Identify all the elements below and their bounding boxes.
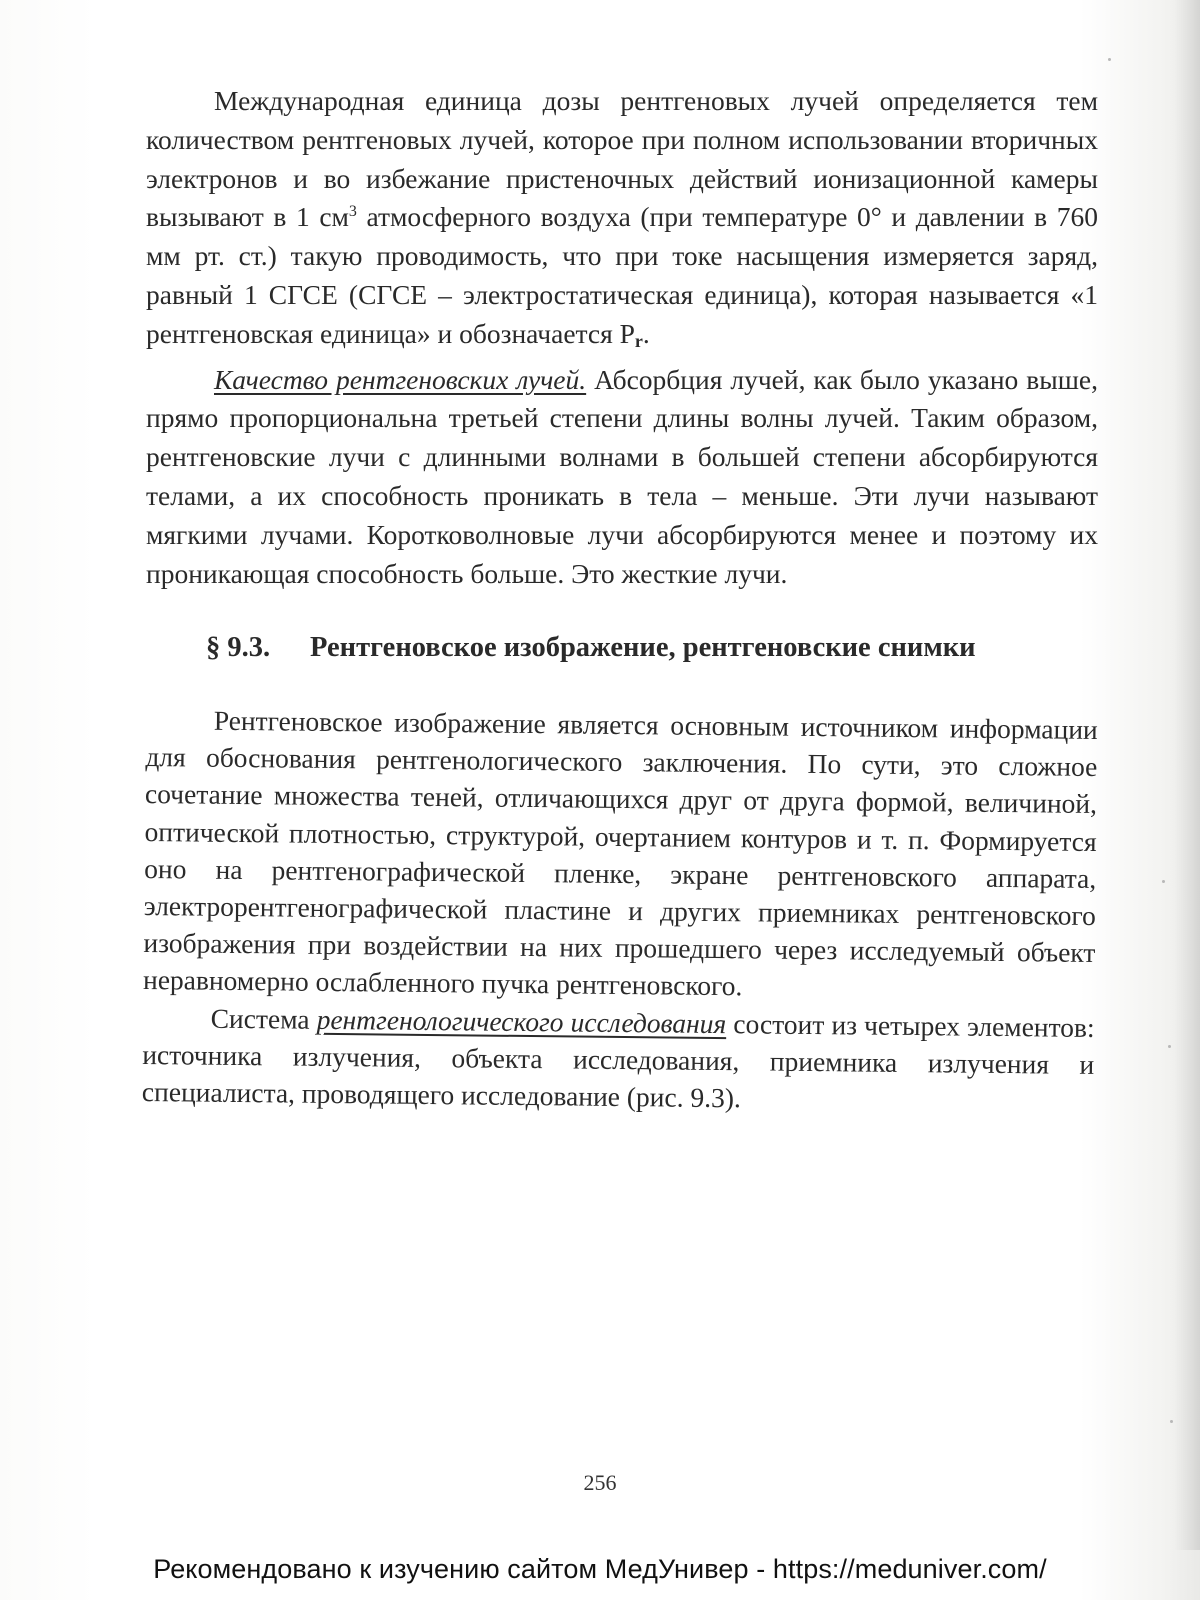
superscript-3: 3: [348, 203, 357, 221]
scan-speck: [1168, 1045, 1171, 1048]
term-ray-quality: Качество рентгеновских лучей.: [214, 363, 587, 395]
scan-speck: [1170, 1420, 1173, 1423]
paragraph-text: Международная единица дозы рентгеновых лучей определяется тем количеством рентгеновых лучей, которое при полном использовании вторичных электронов и во избежание пристеночных действий ионизационной камеры вызывают в 1 см: [146, 85, 1098, 233]
paragraph-text: состоит из четырех элементов: источника излучения, объекта исследования, приемника излучения и специалиста, проводящего исследование (рис. 9.3).: [141, 1008, 1095, 1114]
scan-speck: [1162, 880, 1165, 883]
page-shadow-edge: [1174, 0, 1200, 1550]
section-title: Рентгеновское изображение, рентгеновские снимки: [310, 632, 976, 664]
section-number: § 9.3.: [206, 632, 271, 664]
paragraph-text: Система: [210, 1002, 317, 1035]
paragraph-xray-image: [143, 701, 1098, 1009]
page-number: 256: [583, 1470, 617, 1495]
section-body: [142, 701, 1098, 1120]
term-radiology-study: рентгенологического исследования: [316, 1003, 727, 1040]
paragraph-dose-unit: [146, 82, 1098, 361]
section-heading: [146, 629, 1098, 667]
watermark-recommendation: Рекомендовано к изучению сайтом МедУнивер - https://meduniver.com/: [153, 1554, 1047, 1584]
paragraph-ray-quality: [146, 361, 1098, 594]
paragraph-text: Рентгеновское изображение является основным источником информации для обоснования рентгенологического заключения. По сути, это сложное сочетание множества теней, отличающихся друг от друга формой, величиной, оптической плотностью, структурой, очертанием контуров и т. п. Формируется оно на рентгенографической пленке, экране рентгеновского аппарата, электрорентгенографической пластине и других приемниках рентгеновского изображения при воздействии на них прошедшего через исследуемый объект неравномерно ослабленного пучка рентгеновского.: [142, 705, 1098, 1003]
paragraph-system: [142, 999, 1095, 1121]
unit-subscript: r: [634, 330, 643, 351]
paragraph-text: Абсорбция лучей, как было указано выше, прямо пропорциональна третьей степени длины волны лучей. Таким образом, рентгеновские лучи с длинными волнами в большей степени абсорбируются телами, а их способность проникать в тела – меньше. Эти лучи называют мягкими лучами. Коротковолновые лучи абсорбируются менее и поэтому их проникающая способность больше. Это жесткие лучи.: [146, 363, 1098, 589]
paragraph-text: .: [642, 317, 650, 349]
paragraph-text: атмосферного воздуха (при температуре 0° и давлении в 760 мм рт. ст.) такую проводимость, что при токе насыщения измеряется заряд, равный 1 СГСЕ (СГСЕ – электростатическая единица), которая называется «1 рентгеновская единица» и обозначается P: [146, 201, 1098, 349]
page-content: [141, 82, 1098, 1114]
scan-speck: [1108, 58, 1111, 61]
